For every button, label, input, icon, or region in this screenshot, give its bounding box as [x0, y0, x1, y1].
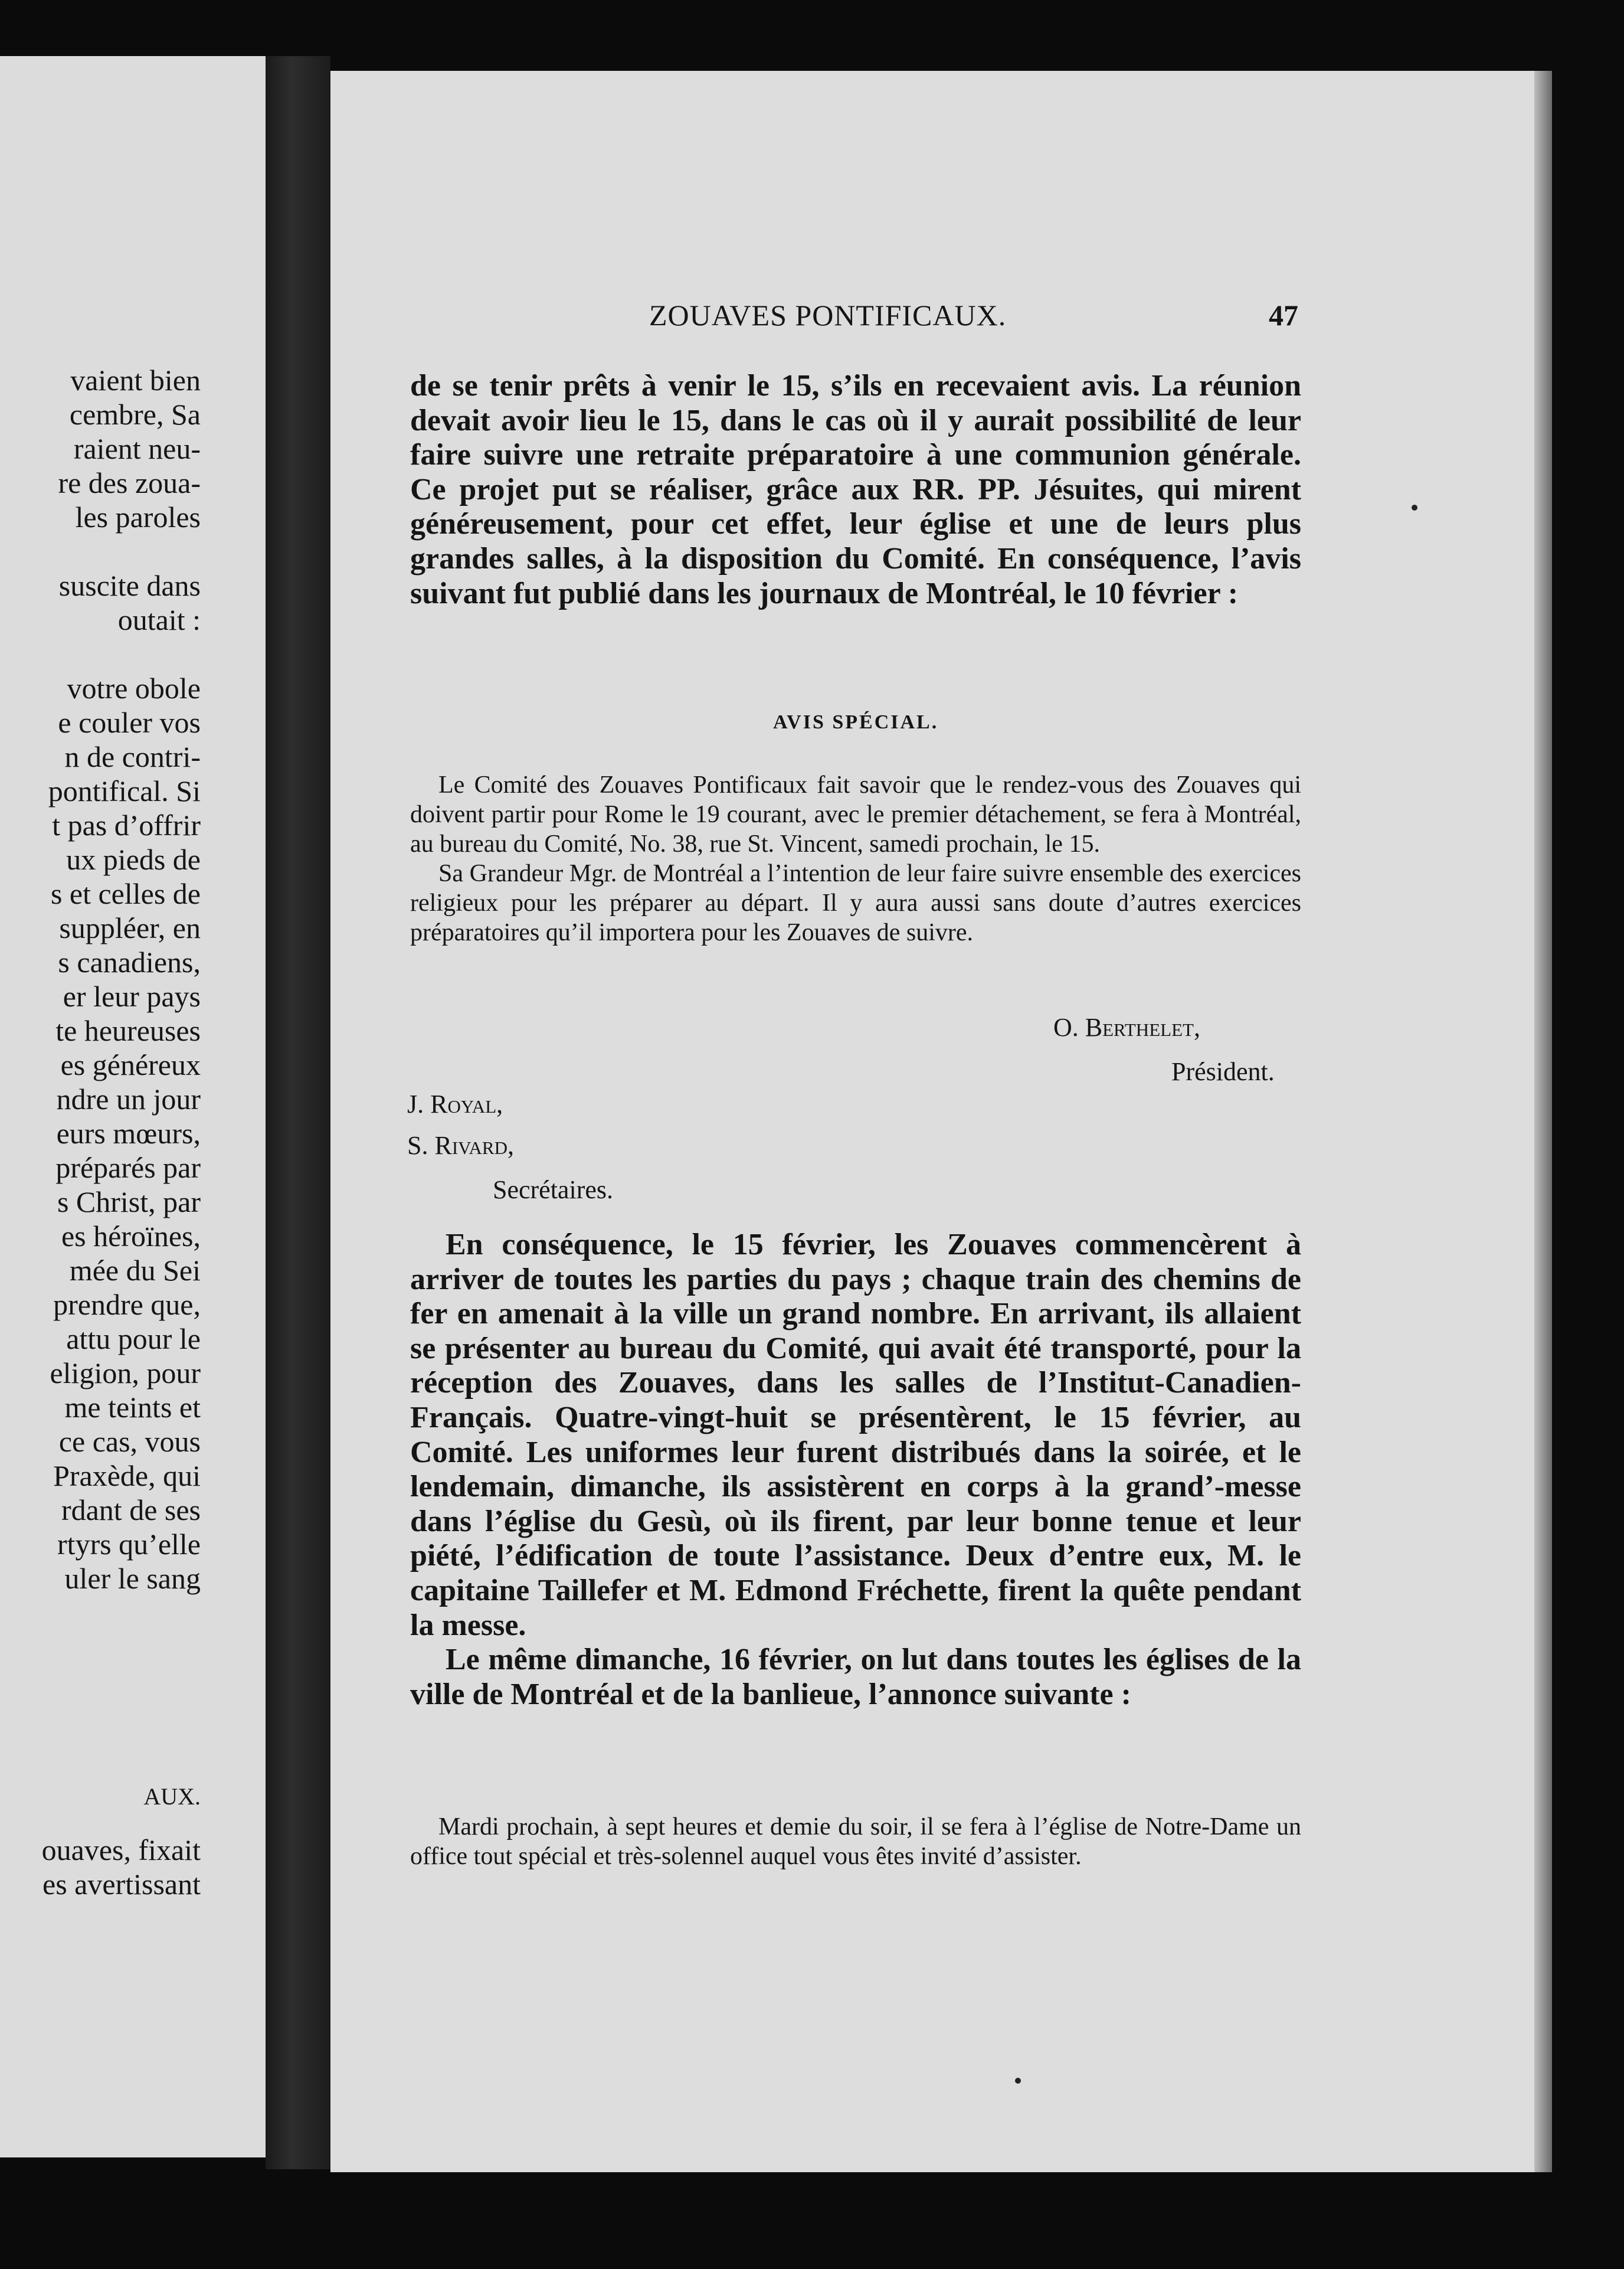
left-page-line: rdant de ses — [61, 1493, 201, 1526]
announcement-text: Mardi prochain, à sept heures et demie du soir, il se fera à l’église de Notre-Dame un office tout spécial et très-solennel auquel vous êtes invité d’assister. — [410, 1813, 1301, 1870]
left-page-line: er leur pays — [63, 980, 201, 1013]
main-body — [410, 1228, 1301, 1712]
left-page-line: eligion, pour — [50, 1356, 201, 1389]
president-title: Président. — [1171, 1057, 1275, 1086]
left-page-line: e couler vos — [58, 706, 201, 739]
notice-paragraph-1: Le Comité des Zouaves Pontificaux fait savoir que le rendez-vous des Zouaves qui doivent partir pour Rome le 19 courant, avec le premier détachement, se fera à Montréal, au bureau du Comité, No. 38, rue St. Vincent, samedi prochain, le 15. — [410, 771, 1301, 858]
president-name: O. Berthelet, — [1053, 1013, 1200, 1042]
left-page-line: prendre que, — [53, 1288, 201, 1321]
left-page-line: me teints et — [64, 1391, 201, 1424]
left-page-line: les paroles — [75, 501, 201, 534]
secretary-rivard: S. Rivard, — [407, 1131, 514, 1160]
left-page-line: n de contri- — [64, 740, 201, 773]
left-page-line: vaient bien — [70, 364, 201, 397]
page-edge — [1534, 71, 1552, 2172]
left-page-line: t pas d’offrir — [52, 809, 201, 842]
left-page-line: es héroïnes, — [61, 1219, 201, 1253]
announcement — [410, 1812, 1301, 1871]
left-page-line: es avertissant — [42, 1868, 201, 1901]
left-page-line: suppléer, en — [59, 911, 201, 944]
print-speck — [1015, 2078, 1021, 2084]
paragraph-3: Le même dimanche, 16 février, on lut dans toutes les églises de la ville de Montréal et de la banlieue, l’annonce suivante : — [410, 1643, 1301, 1711]
secretary-royal: J. Royal, — [407, 1090, 503, 1119]
left-page-line: cembre, Sa — [69, 398, 201, 431]
left-page-line: s canadiens, — [58, 946, 201, 979]
running-head: ZOUAVES PONTIFICAUX. — [649, 299, 1007, 332]
left-page-line: votre obole — [67, 672, 201, 705]
left-page-line: ux pieds de — [66, 843, 201, 876]
left-page-line: ndre un jour — [56, 1083, 201, 1116]
left-page-line: ce cas, vous — [58, 1425, 201, 1458]
secretaries-title: Secrétaires. — [493, 1175, 613, 1204]
left-page-line: pontifical. Si — [48, 774, 201, 807]
notice-title: AVIS SPÉCIAL. — [773, 711, 939, 733]
left-page-line: outait : — [117, 603, 201, 636]
book-spine — [266, 56, 330, 2169]
left-page-line: te heureuses — [55, 1014, 201, 1047]
left-page-line: raient neu- — [73, 432, 201, 465]
paragraph-1: de se tenir prêts à venir le 15, s’ils en recevaient avis. La réunion devait avoir lieu le 15, dans le cas où il y aurait possibilité de leur faire suivre une retraite préparatoire à une communion générale. Ce projet put se réaliser, grâce aux RR. PP. Jésuites, qui mirent généreusement, pour cet effet, leur église et une de leurs plus grandes salles, à la disposition du Comité. En conséquence, l’avis suivant fut publié dans les journaux de Montréal, le 10 février : — [410, 369, 1301, 610]
opening-paragraph — [410, 369, 1301, 611]
notice-body — [410, 770, 1301, 947]
left-facing-page — [0, 56, 266, 2157]
left-page-line: Praxède, qui — [53, 1459, 201, 1492]
left-page-line: uler le sang — [64, 1562, 201, 1595]
left-page-line: rtyrs qu’elle — [57, 1528, 201, 1561]
notice-paragraph-2: Sa Grandeur Mgr. de Montréal a l’intention de leur faire suivre ensemble des exercices religieux pour les préparer au départ. Il y aura aussi sans doute d’autres exercices préparatoires qu’il importera pour les Zouaves de suivre. — [410, 860, 1301, 946]
left-page-line: suscite dans — [58, 569, 201, 602]
left-page-line: re des zoua- — [58, 466, 201, 499]
left-page-line: s Christ, par — [57, 1185, 201, 1218]
paragraph-2: En conséquence, le 15 février, les Zouaves commencèrent à arriver de toutes les parties du pays ; chaque train des chemins de fer en amenait à la ville un grand nombre. En arrivant, ils allaient se présenter au bureau du Comité, qui avait été transporté, pour la réception des Zouaves, dans les salles de l’Institut-Canadien-Français. Quatre-vingt-huit se présentèrent, le 15 février, au Comité. Les uniformes leur furent distribués dans la soirée, et le lendemain, dimanche, ils assistèrent en corps à la grand’-messe dans l’église du Gesù, où ils firent, par leur bonne tenue et leur piété, l’édification de toute l’assistance. Deux d’entre eux, M. le capitaine Taillefer et M. Edmond Fréchette, firent la quête pendant la messe. — [410, 1228, 1301, 1642]
left-page-line: s et celles de — [50, 877, 201, 910]
print-speck — [1412, 505, 1417, 511]
page-number: 47 — [1269, 299, 1298, 332]
left-page-line: ouaves, fixait — [41, 1833, 201, 1866]
left-page-heading-fragment: AUX. — [143, 1783, 201, 1810]
left-page-line: es généreux — [60, 1048, 201, 1081]
left-page-line: eurs mœurs, — [56, 1117, 201, 1150]
left-page-line: attu pour le — [66, 1322, 201, 1355]
left-page-line: mée du Sei — [69, 1254, 201, 1287]
left-page-line: préparés par — [55, 1151, 201, 1184]
